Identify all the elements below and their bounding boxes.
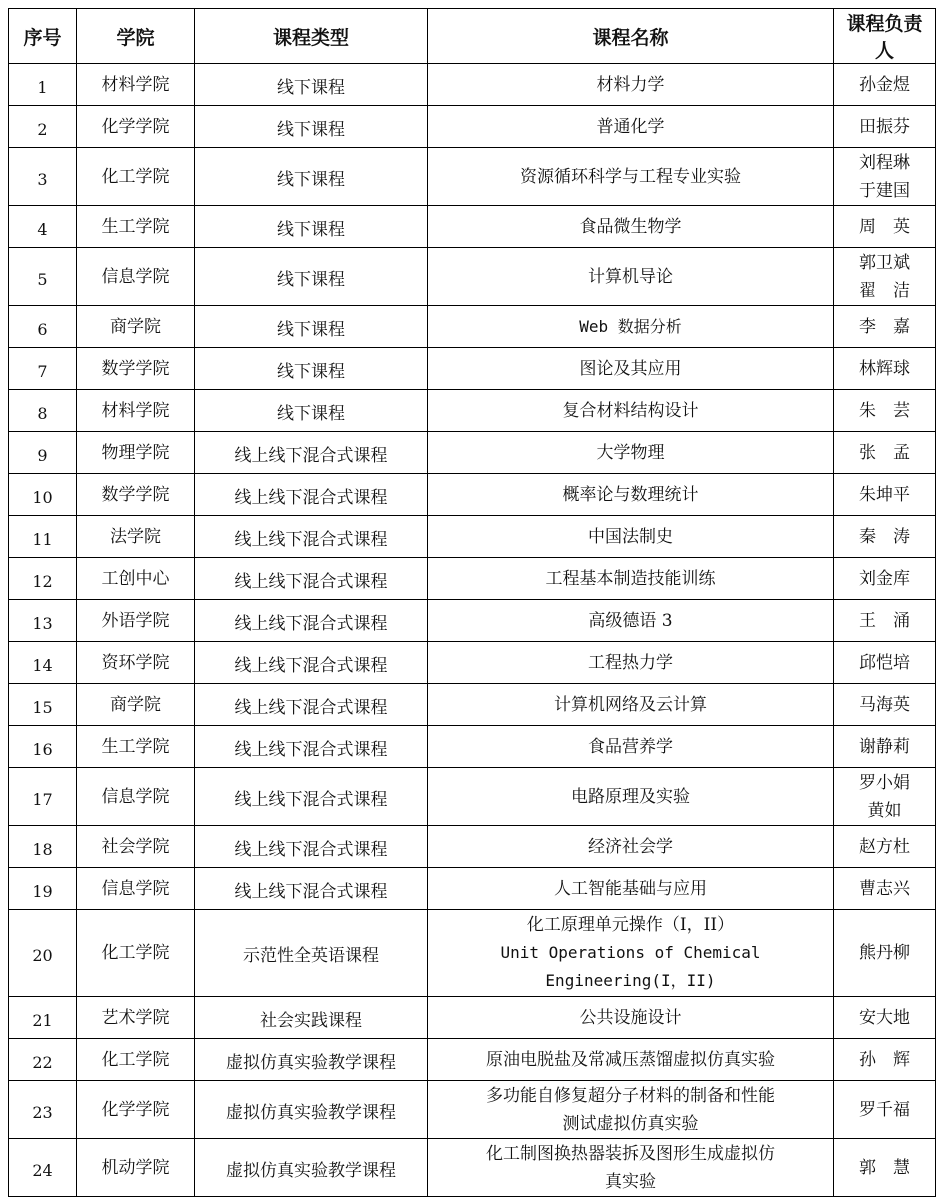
course-name-line: 材料力学 <box>596 74 665 95</box>
cell-type: 线上线下混合式课程 <box>195 826 428 868</box>
cell-index: 14 <box>9 642 77 684</box>
cell-course-name <box>428 206 834 248</box>
table-row <box>9 684 936 726</box>
cell-type: 示范性全英语课程 <box>195 910 428 997</box>
cell-course-name <box>428 1139 834 1197</box>
cell-leader <box>834 558 936 600</box>
cell-index: 9 <box>9 432 77 474</box>
cell-college: 工创中心 <box>77 558 195 600</box>
cell-course-name <box>428 64 834 106</box>
leader-name-line: 熊丹柳 <box>859 943 910 963</box>
cell-type: 线上线下混合式课程 <box>195 516 428 558</box>
cell-index: 7 <box>9 348 77 390</box>
cell-leader <box>834 1139 936 1197</box>
cell-index: 21 <box>9 997 77 1039</box>
cell-type: 社会实践课程 <box>195 997 428 1039</box>
cell-leader <box>834 684 936 726</box>
cell-index: 20 <box>9 910 77 997</box>
cell-college: 信息学院 <box>77 248 195 306</box>
table-row <box>9 248 936 306</box>
leader-name-line: 罗千福 <box>859 1099 910 1120</box>
table-row <box>9 516 936 558</box>
cell-leader <box>834 997 936 1039</box>
table-row <box>9 997 936 1039</box>
cell-course-name <box>428 148 834 206</box>
course-name-line: 工程基本制造技能训练 <box>545 568 716 589</box>
cell-college: 材料学院 <box>77 64 195 106</box>
cell-index: 11 <box>9 516 77 558</box>
leader-name-line: 田振芬 <box>859 116 910 137</box>
cell-college: 社会学院 <box>77 826 195 868</box>
cell-index: 17 <box>9 768 77 826</box>
cell-course-name <box>428 474 834 516</box>
course-name-line: Unit Operations of Chemical <box>500 943 761 962</box>
course-name-line: 图论及其应用 <box>579 358 682 379</box>
cell-course-name <box>428 558 834 600</box>
cell-leader <box>834 768 936 826</box>
course-name-line: Web 数据分析 <box>579 316 682 336</box>
header-index: 序号 <box>9 9 77 64</box>
cell-leader <box>834 148 936 206</box>
leader-name-line: 孙金煜 <box>859 74 910 95</box>
cell-type: 虚拟仿真实验教学课程 <box>195 1139 428 1197</box>
leader-name-line: 刘金库 <box>859 568 910 589</box>
cell-college: 化学学院 <box>77 1081 195 1139</box>
cell-leader <box>834 432 936 474</box>
cell-index: 19 <box>9 868 77 910</box>
cell-course-name <box>428 826 834 868</box>
cell-college: 生工学院 <box>77 206 195 248</box>
table-row <box>9 768 936 826</box>
cell-leader <box>834 868 936 910</box>
table-row <box>9 390 936 432</box>
table-body <box>9 64 936 1197</box>
leader-name-line: 安大地 <box>859 1007 910 1028</box>
header-name: 课程名称 <box>428 9 834 64</box>
table-row <box>9 600 936 642</box>
cell-type: 线上线下混合式课程 <box>195 432 428 474</box>
cell-index: 23 <box>9 1081 77 1139</box>
course-table <box>8 8 936 1197</box>
cell-index: 22 <box>9 1039 77 1081</box>
course-name-line: 资源循环科学与工程专业实验 <box>520 166 741 187</box>
cell-type: 线上线下混合式课程 <box>195 558 428 600</box>
course-name-line: 工程热力学 <box>588 652 673 673</box>
cell-type: 虚拟仿真实验教学课程 <box>195 1081 428 1139</box>
course-name-line: 食品微生物学 <box>579 216 682 237</box>
leader-name-line: 邱恺培 <box>859 652 910 673</box>
cell-leader <box>834 910 936 997</box>
cell-college: 数学学院 <box>77 474 195 516</box>
cell-college: 化学学院 <box>77 106 195 148</box>
cell-leader <box>834 726 936 768</box>
leader-name-line: 于建国 <box>859 180 910 201</box>
cell-leader <box>834 642 936 684</box>
leader-name-line: 曹志兴 <box>859 878 910 899</box>
course-name-line: 复合材料结构设计 <box>562 400 699 421</box>
table-row <box>9 306 936 348</box>
leader-name-line: 黄如 <box>867 800 902 821</box>
table-row <box>9 106 936 148</box>
cell-leader <box>834 1039 936 1081</box>
cell-course-name <box>428 910 834 997</box>
leader-name-line: 孙 辉 <box>859 1049 910 1070</box>
course-name-line: 中国法制史 <box>588 526 673 547</box>
course-name-line: 计算机导论 <box>588 266 673 287</box>
leader-name-line: 刘程琳 <box>859 152 910 173</box>
table-row <box>9 558 936 600</box>
leader-name-line: 王 涌 <box>859 610 910 631</box>
course-name-line: 真实验 <box>605 1171 656 1192</box>
cell-index: 2 <box>9 106 77 148</box>
cell-course-name <box>428 868 834 910</box>
cell-college: 生工学院 <box>77 726 195 768</box>
course-table-container <box>8 8 936 1197</box>
cell-leader <box>834 206 936 248</box>
cell-leader <box>834 826 936 868</box>
cell-course-name <box>428 348 834 390</box>
course-name-line: 计算机网络及云计算 <box>554 694 707 715</box>
leader-name-line: 罗小娟 <box>859 772 910 793</box>
cell-type: 线下课程 <box>195 248 428 306</box>
leader-name-line: 张 孟 <box>859 442 910 463</box>
cell-college: 资环学院 <box>77 642 195 684</box>
course-name-line: 大学物理 <box>596 442 665 463</box>
cell-index: 4 <box>9 206 77 248</box>
cell-course-name <box>428 684 834 726</box>
cell-type: 线上线下混合式课程 <box>195 474 428 516</box>
table-row <box>9 148 936 206</box>
cell-leader <box>834 474 936 516</box>
cell-index: 12 <box>9 558 77 600</box>
table-row <box>9 868 936 910</box>
table-row <box>9 726 936 768</box>
course-name-line: 电路原理及实验 <box>571 786 690 807</box>
cell-college: 物理学院 <box>77 432 195 474</box>
cell-type: 线下课程 <box>195 348 428 390</box>
cell-type: 线下课程 <box>195 106 428 148</box>
cell-college: 法学院 <box>77 516 195 558</box>
cell-course-name <box>428 248 834 306</box>
cell-college: 商学院 <box>77 684 195 726</box>
cell-index: 8 <box>9 390 77 432</box>
leader-name-line: 郭 慧 <box>859 1157 910 1178</box>
table-row <box>9 1081 936 1139</box>
cell-type: 线上线下混合式课程 <box>195 600 428 642</box>
cell-course-name <box>428 600 834 642</box>
cell-college: 化工学院 <box>77 148 195 206</box>
cell-course-name <box>428 390 834 432</box>
cell-leader <box>834 516 936 558</box>
table-row <box>9 348 936 390</box>
leader-name-line: 赵方杜 <box>859 836 910 857</box>
cell-course-name <box>428 1081 834 1139</box>
cell-college: 数学学院 <box>77 348 195 390</box>
cell-type: 线下课程 <box>195 148 428 206</box>
table-row <box>9 64 936 106</box>
cell-index: 18 <box>9 826 77 868</box>
cell-course-name <box>428 516 834 558</box>
header-type: 课程类型 <box>195 9 428 64</box>
cell-course-name <box>428 642 834 684</box>
cell-index: 6 <box>9 306 77 348</box>
course-name-line: 测试虚拟仿真实验 <box>562 1113 699 1134</box>
cell-leader <box>834 64 936 106</box>
cell-leader <box>834 600 936 642</box>
table-row <box>9 1139 936 1197</box>
course-name-line: 化工制图换热器装拆及图形生成虚拟仿 <box>486 1143 775 1164</box>
course-name-line: 多功能自修复超分子材料的制备和性能 <box>486 1085 775 1106</box>
cell-college: 材料学院 <box>77 390 195 432</box>
header-leader: 课程负责人 <box>834 9 936 64</box>
cell-type: 线上线下混合式课程 <box>195 684 428 726</box>
table-row <box>9 826 936 868</box>
cell-index: 3 <box>9 148 77 206</box>
cell-type: 线上线下混合式课程 <box>195 642 428 684</box>
cell-index: 24 <box>9 1139 77 1197</box>
leader-name-line: 林辉球 <box>859 358 910 379</box>
course-name-line: 人工智能基础与应用 <box>554 878 707 899</box>
leader-name-line: 翟 洁 <box>859 280 910 301</box>
cell-leader <box>834 348 936 390</box>
cell-college: 化工学院 <box>77 910 195 997</box>
cell-course-name <box>428 726 834 768</box>
cell-type: 线上线下混合式课程 <box>195 726 428 768</box>
course-name-line: 普通化学 <box>596 116 665 137</box>
table-row <box>9 642 936 684</box>
course-name-line: 原油电脱盐及常减压蒸馏虚拟仿真实验 <box>486 1049 775 1070</box>
course-name-line: 化工原理单元操作（I，II） <box>526 915 735 935</box>
course-name-line: 公共设施设计 <box>579 1007 682 1028</box>
table-row <box>9 206 936 248</box>
leader-name-line: 秦 涛 <box>859 526 910 547</box>
header-college: 学院 <box>77 9 195 64</box>
leader-name-line: 朱坤平 <box>859 484 910 505</box>
cell-college: 信息学院 <box>77 768 195 826</box>
cell-leader <box>834 106 936 148</box>
cell-course-name <box>428 306 834 348</box>
course-name-line: 食品营养学 <box>588 736 673 757</box>
cell-college: 机动学院 <box>77 1139 195 1197</box>
cell-index: 5 <box>9 248 77 306</box>
cell-course-name <box>428 432 834 474</box>
table-row <box>9 910 936 997</box>
leader-name-line: 谢静莉 <box>859 736 910 757</box>
leader-name-line: 郭卫斌 <box>859 252 910 273</box>
cell-college: 化工学院 <box>77 1039 195 1081</box>
leader-name-line: 马海英 <box>859 694 910 715</box>
cell-college: 信息学院 <box>77 868 195 910</box>
cell-type: 线上线下混合式课程 <box>195 868 428 910</box>
table-row <box>9 432 936 474</box>
course-name-line: 经济社会学 <box>588 836 673 857</box>
cell-type: 线下课程 <box>195 390 428 432</box>
cell-college: 外语学院 <box>77 600 195 642</box>
cell-type: 线下课程 <box>195 206 428 248</box>
header-row <box>9 9 936 64</box>
leader-name-line: 周 英 <box>859 216 910 237</box>
cell-type: 线上线下混合式课程 <box>195 768 428 826</box>
cell-index: 15 <box>9 684 77 726</box>
cell-type: 线下课程 <box>195 64 428 106</box>
table-row <box>9 1039 936 1081</box>
leader-name-line: 朱 芸 <box>859 400 910 421</box>
cell-course-name <box>428 997 834 1039</box>
cell-index: 16 <box>9 726 77 768</box>
course-name-line: 概率论与数理统计 <box>562 484 699 505</box>
course-name-line: Engineering(I，II) <box>545 971 716 990</box>
cell-course-name <box>428 106 834 148</box>
cell-course-name <box>428 768 834 826</box>
cell-index: 1 <box>9 64 77 106</box>
cell-leader <box>834 248 936 306</box>
cell-index: 13 <box>9 600 77 642</box>
leader-name-line: 李 嘉 <box>859 316 910 337</box>
cell-type: 线下课程 <box>195 306 428 348</box>
cell-course-name <box>428 1039 834 1081</box>
cell-leader <box>834 1081 936 1139</box>
cell-college: 艺术学院 <box>77 997 195 1039</box>
cell-type: 虚拟仿真实验教学课程 <box>195 1039 428 1081</box>
table-row <box>9 474 936 516</box>
course-name-line: 高级德语 3 <box>588 610 673 631</box>
cell-leader <box>834 390 936 432</box>
cell-leader <box>834 306 936 348</box>
cell-college: 商学院 <box>77 306 195 348</box>
cell-index: 10 <box>9 474 77 516</box>
